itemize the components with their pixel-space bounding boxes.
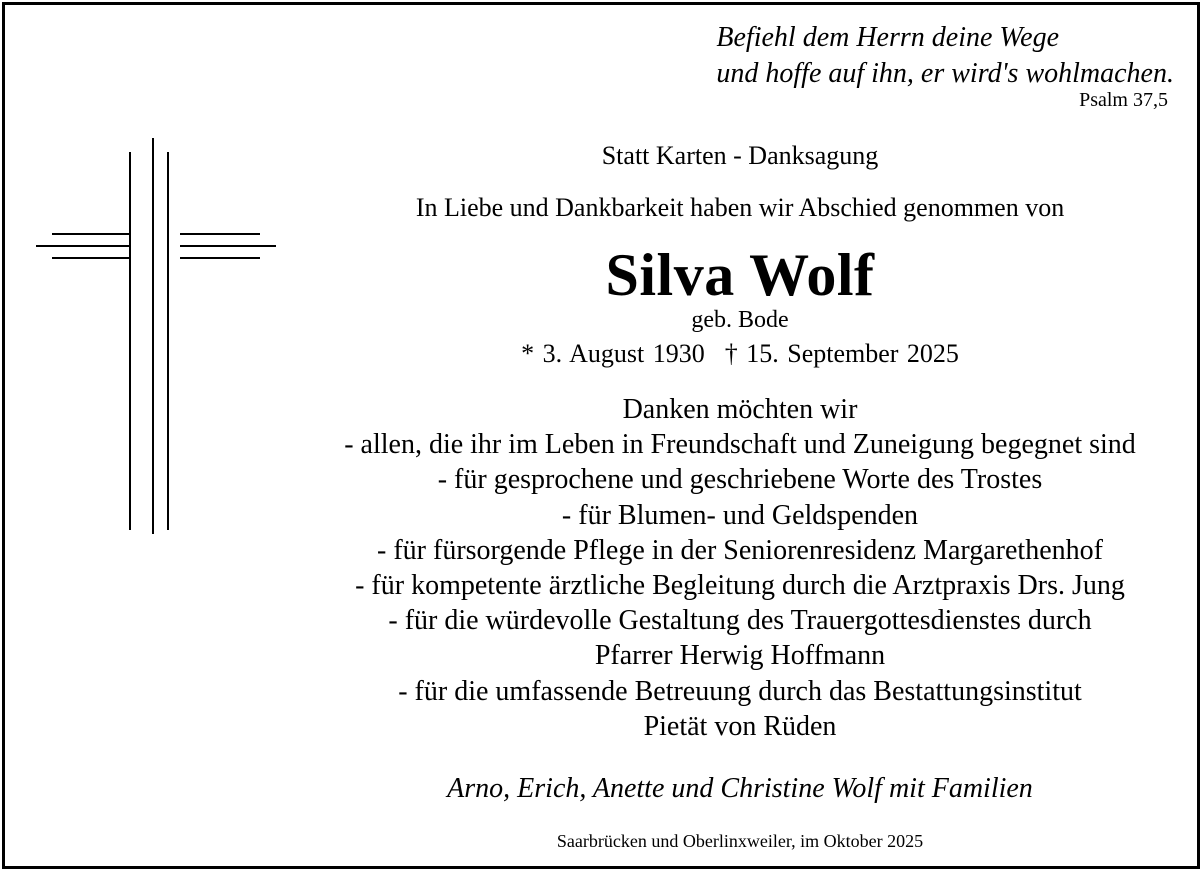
deceased-name: Silva Wolf: [605, 242, 875, 308]
verse-line-1: Befiehl dem Herrn deine Wege: [716, 22, 1060, 53]
statt-karten-heading: Statt Karten - Danksagung: [601, 141, 879, 170]
thanks-line: - für die würdevolle Gestaltung des Trauergottesdienstes durch: [388, 605, 1092, 637]
life-dates: [290, 338, 1190, 370]
family-signature: Arno, Erich, Anette und Christine Wolf mit Familien: [447, 773, 1033, 804]
thanks-section: [290, 392, 1190, 744]
thanks-line: Pfarrer Herwig Hoffmann: [594, 640, 886, 672]
birth-name: geb. Bode: [691, 307, 789, 333]
thanks-line: - für kompetente ärztliche Begleitung durch die Arztpraxis Drs. Jung: [355, 570, 1125, 602]
death-date: † 15. September 2025: [724, 339, 959, 368]
bible-verse: [716, 20, 1174, 92]
place-date: Saarbrücken und Oberlinxweiler, im Oktober 2025: [556, 831, 924, 851]
cross-icon: [34, 138, 278, 534]
thanks-line: - für die umfassende Betreuung durch das Bestattungsinstitut: [398, 675, 1082, 707]
thanks-line: - für fürsorgende Pflege in der Seniorenresidenz Margarethenhof: [377, 534, 1103, 566]
birth-date: * 3. August 1930: [521, 339, 705, 368]
verse-line-2: und hoffe auf ihn, er wird's wohlmachen.: [716, 58, 1174, 89]
intro-line: In Liebe und Dankbarkeit haben wir Abschied genommen von: [415, 193, 1065, 222]
thanks-line: Pietät von Rüden: [643, 710, 837, 742]
verse-reference: Psalm 37,5: [1079, 89, 1168, 111]
thanks-line: - allen, die ihr im Leben in Freundschaft und Zuneigung begegnet sind: [344, 429, 1136, 461]
thanks-heading: Danken möchten wir: [622, 394, 858, 425]
thanks-line: - für gesprochene und geschriebene Worte des Trostes: [437, 464, 1043, 496]
thanks-line: - für Blumen- und Geldspenden: [561, 499, 919, 531]
